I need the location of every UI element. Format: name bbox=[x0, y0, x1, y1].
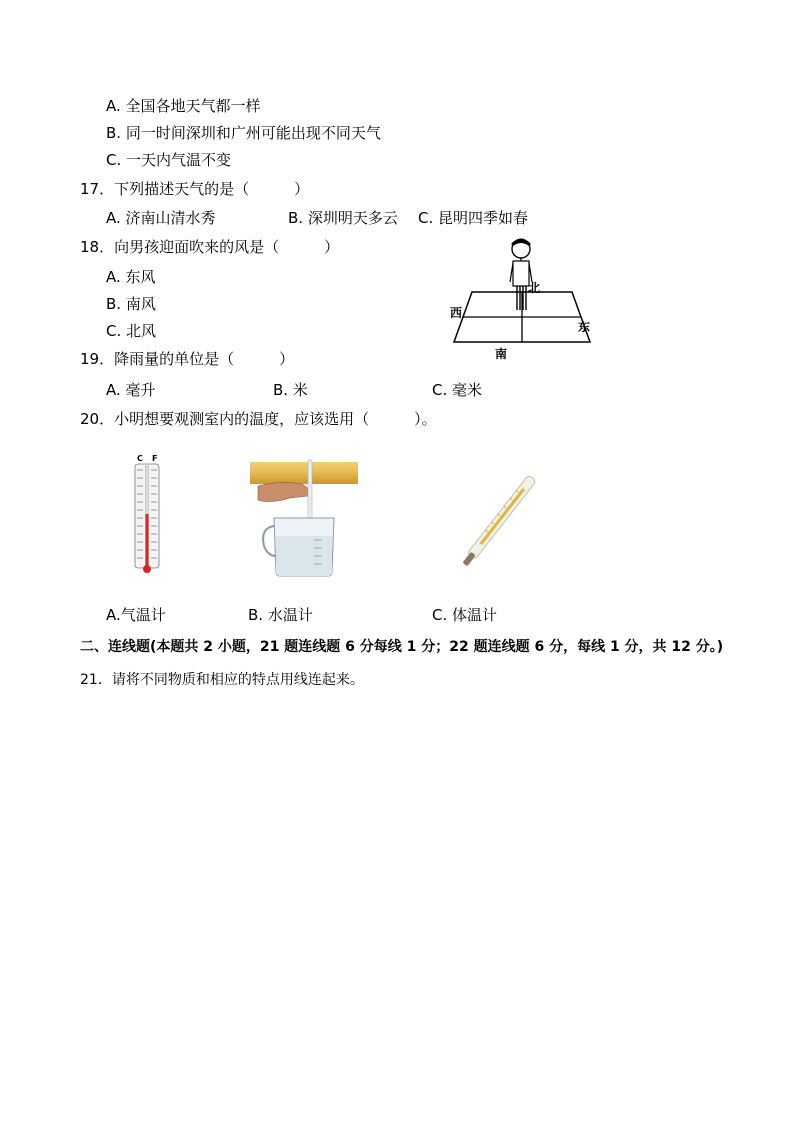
q19-option-b: B. 米 bbox=[273, 381, 308, 399]
fahrenheit-label: F bbox=[152, 454, 158, 463]
compass-north-label: 北 bbox=[528, 281, 541, 295]
q19-option-a: A. 毫升 bbox=[106, 381, 156, 399]
q16-option-c: C. 一天内气温不变 bbox=[106, 151, 232, 169]
q19-option-c: C. 毫米 bbox=[432, 381, 483, 399]
air-thermometer-icon bbox=[128, 452, 166, 578]
celsius-label: C bbox=[137, 454, 143, 463]
q18-option-b: B. 南风 bbox=[106, 295, 156, 313]
q16-option-a: A. 全国各地天气都一样 bbox=[106, 97, 261, 115]
q17-stem: 17．下列描述天气的是（ ） bbox=[80, 180, 310, 198]
q21-stem: 21．请将不同物质和相应的特点用线连起来。 bbox=[80, 672, 364, 688]
compass-south-label: 南 bbox=[495, 347, 508, 361]
water-thermometer-icon bbox=[250, 456, 360, 578]
q18-stem: 18．向男孩迎面吹来的风是（ ） bbox=[80, 238, 340, 256]
q20-option-b: B. 水温计 bbox=[248, 606, 313, 624]
q18-option-a: A. 东风 bbox=[106, 268, 156, 286]
compass-west-label: 西 bbox=[450, 306, 463, 320]
q20-option-a: A.气温计 bbox=[106, 606, 166, 624]
q17-option-a: A. 济南山清水秀 bbox=[106, 209, 216, 227]
boy-compass-figure bbox=[440, 236, 600, 366]
q19-stem: 19．降雨量的单位是（ ） bbox=[80, 350, 295, 368]
boy-icon bbox=[510, 239, 532, 311]
q17-option-c: C. 昆明四季如春 bbox=[418, 209, 529, 227]
q20-stem: 20．小明想要观测室内的温度，应该选用（ ）。 bbox=[80, 410, 437, 428]
compass-east-label: 东 bbox=[578, 320, 591, 334]
q16-option-b: B. 同一时间深圳和广州可能出现不同天气 bbox=[106, 124, 381, 142]
q18-option-c: C. 北风 bbox=[106, 322, 157, 340]
section-2-title: 二、连线题(本题共 2 小题，21 题连线题 6 分每线 1 分；22 题连线题 6 分，每线 1 分，共 12 分。) bbox=[80, 639, 724, 655]
body-thermometer-icon bbox=[456, 466, 540, 578]
q17-option-b: B. 深圳明天多云 bbox=[288, 209, 398, 227]
q20-option-c: C. 体温计 bbox=[432, 606, 498, 624]
